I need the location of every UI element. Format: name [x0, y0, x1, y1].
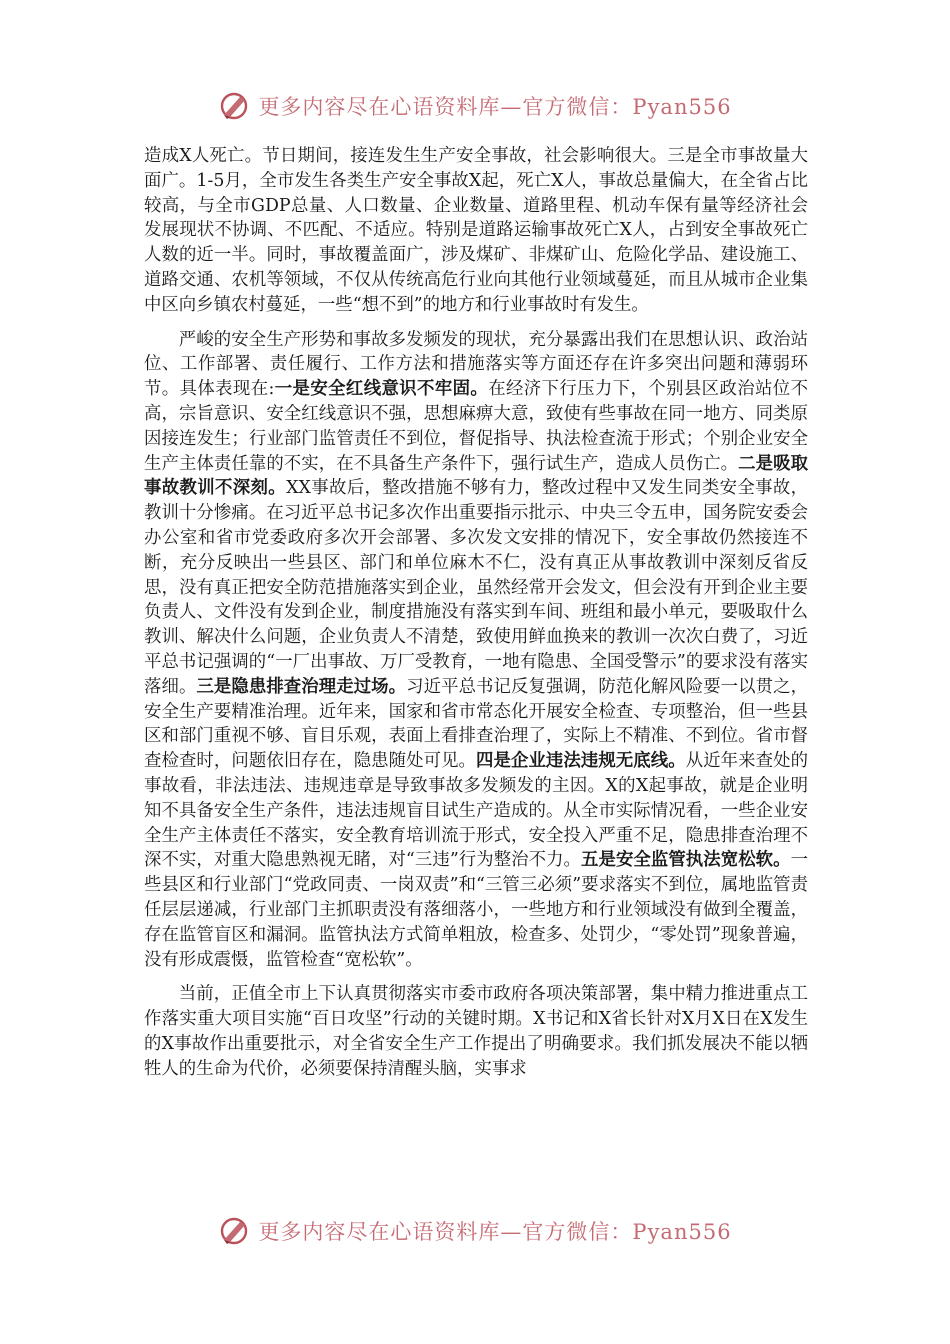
body-text: [144, 144, 808, 1091]
text-segment: 当前，正值全市上下认真贯彻落实市委市政府各项决策部署，集中精力推进重点工作落实重大项目实施“百日攻坚”行动的关键时期。X书记和X省长针对X月X日在X发生的X事故作出重要批示，对全省安全生产工作提出了明确要求。我们抓发展决不能以牺牲人的生命为代价，必须要保持清醒头脑，实事求: [144, 984, 808, 1079]
footer-banner: [0, 1211, 950, 1251]
text-segment: XX事故后，整改措施不够有力，整改过程中又发生同类安全事故，教训十分惨痛。在习近平总书记多次作出重要指示批示、中央三令五申，国务院安委会办公室和省市党委政府多次开会部署、多次发文安排的情况下，安全事故仍然接连不断，充分反映出一些县区、部门和单位麻木不仁，没有真正从事故教训中深刻反省反思，没有真正把安全防范措施落实到企业，虽然经常开会发文，但会没有开到企业主要负责人、文件没有发到企业，制度措施没有落实到车间、班组和最小单元，要吸取什么教训、解决什么问题，企业负责人不清楚，致使用鲜血换来的教训一次次白费了，习近平总书记强调的“一厂出事故、万厂受教育，一地有隐患、全国受警示”的要求没有落实落细。: [144, 478, 808, 697]
paragraph: [144, 982, 808, 1081]
text-segment: 造成X人死亡。节日期间，接连发生生产安全事故，社会影响很大。三是全市事故量大面广。1-5月，全市发生各类生产安全事故X起，死亡X人，事故总量偏大，在全省占比较高，与全市GDP总量、人口数量、企业数量、道路里程、机动车保有量等经济社会发展现状不协调、不匹配、不适应。特别是道路运输事故死亡X人，占到安全事故死亡人数的近一半。同时，事故覆盖面广，涉及煤矿、非煤矿山、危险化学品、建设施工、道路交通、农机等领域，不仅从传统高危行业向其他行业领域蔓延，而且从城市企业集中区向乡镇农村蔓延，一些“想不到”的地方和行业事故时有发生。: [144, 146, 808, 315]
header-banner-text: 更多内容尽在心语资料库—官方微信：Pyan556: [258, 95, 732, 119]
bold-heading-phrase: 五是安全监管执法宽松软。: [581, 850, 791, 871]
pen-logo-icon: [218, 1214, 252, 1248]
bold-heading-phrase: 二是吸取事故教训不深刻。: [144, 453, 808, 499]
header-banner: [0, 86, 950, 126]
paragraph: [144, 144, 808, 318]
text-segment: 从近年来查处的事故看，非法违法、违规违章是导致事故多发频发的主因。X的X起事故，就是企业明知不具备安全生产条件，违法违规盲目试生产造成的。从全市实际情况看，一些企业安全生产主体责任不落实，安全教育培训流于形式，安全投入严重不足，隐患排查治理不深不实，对重大隐患熟视无睹，对“三违”行为整治不力。: [144, 751, 808, 871]
footer-banner-text: 更多内容尽在心语资料库—官方微信：Pyan556: [258, 1220, 732, 1244]
text-segment: 严峻的安全生产形势和事故多发频发的现状，充分暴露出我们在思想认识、政治站位、工作部署、责任履行、工作方法和措施落实等方面还存在许多突出问题和薄弱环节。具体表现在:: [144, 329, 808, 400]
bold-heading-phrase: 三是隐患排查治理走过场。: [196, 676, 407, 697]
bold-heading-phrase: 一是安全红线意识不牢固。: [274, 379, 489, 400]
text-segment: 在经济下行压力下，个别县区政治站位不高，宗旨意识、安全红线意识不强，思想麻痹大意，致使有些事故在同一地方、同类原因接连发生；行业部门监管责任不到位，督促指导、执法检查流于形式；个别企业安全生产主体责任靠的不实，在不具备生产条件下，强行试生产，造成人员伤亡。: [144, 379, 808, 474]
pen-logo-icon: [218, 89, 252, 123]
bold-heading-phrase: 四是企业违法违规无底线。: [476, 751, 686, 772]
paragraph: [144, 328, 808, 973]
text-segment: 一些县区和行业部门“党政同责、一岗双责”和“三管三必须”要求落实不到位，属地监管责任层层递减，行业部门主抓职责没有落细落小，一些地方和行业领域没有做到全覆盖，存在监管盲区和漏洞。监管执法方式简单粗放，检查多、处罚少，“零处罚”现象普遍，没有形成震慑，监管检查“宽松软”。: [144, 850, 808, 970]
text-segment: 习近平总书记反复强调，防范化解风险要一以贯之，安全生产要精准治理。近年来，国家和省市常态化开展安全检查、专项整治，但一些县区和部门重视不够、盲目乐观，表面上看排查治理了，实际上不精准、不到位。省市督查检查时，问题依旧存在，隐患随处可见。: [144, 676, 808, 772]
